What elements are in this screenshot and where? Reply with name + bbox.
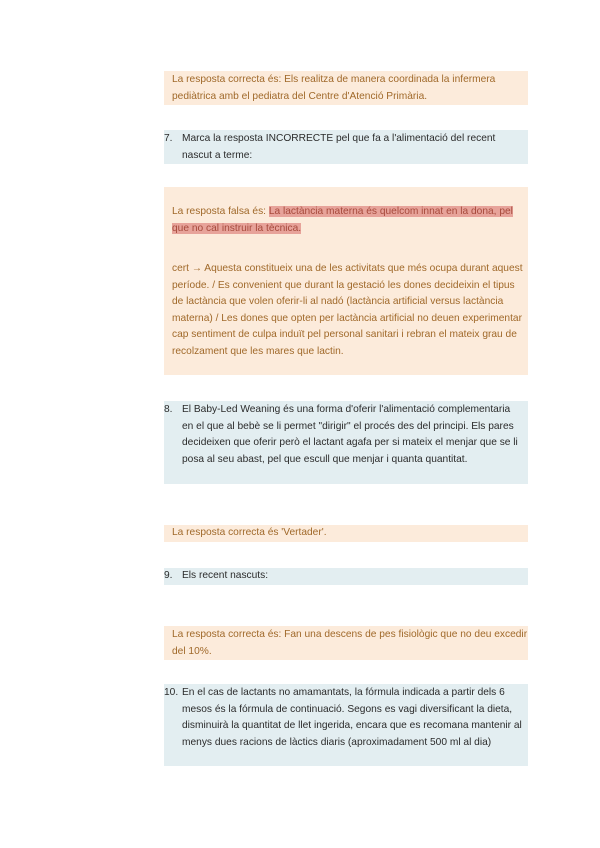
question-number: 10. (164, 687, 179, 698)
answer-text: La resposta correcta és: Els realitza de manera coordinada la infermera pediàtrica amb el pediatra del Centre d'Atenció Primària. (172, 74, 496, 102)
question-8 (164, 401, 528, 484)
answer-block-8 (164, 525, 528, 542)
question-text: Els recent nascuts: (182, 570, 269, 581)
highlighted-false-answer: La lactància materna és quelcom innat en la dona, pel que no cal instruir la tècnica. (172, 206, 513, 234)
question-text: El Baby-Led Weaning és una forma d'oferir l'alimentació complementaria en el que al bebè se li permet "dirigir" el procés des del principi. Els pares decideixen que oferir però el lactant agafa per si mateix el menjar que se li posa al seu abast, pel que escull que menjar i quanta quantitat. (182, 404, 518, 465)
question-7 (164, 130, 528, 164)
answer-explanation: cert → Aquesta constitueix una de les activitats que més ocupa durant aquest període. / Es convenient que durant la gestació les dones decideixin el tipus de lactància que volen oferir-li al nadó (lactància artificial versus lactància materna) / Les dones que opten per lactància artificial no deuen experimentar cap sentiment de culpa induït pel personal sanitari i rebran el mateix grau de recolzament que les mares que lactin. (172, 263, 523, 357)
answer-text: La resposta correcta és 'Vertader'. (172, 527, 327, 538)
answer-block-7 (164, 187, 528, 375)
question-9 (164, 568, 528, 585)
answer-block-9 (164, 626, 528, 660)
question-number: 7. (164, 133, 173, 144)
question-number: 8. (164, 404, 173, 415)
question-10 (164, 684, 528, 766)
answer-prefix: La resposta falsa és: (172, 206, 269, 217)
question-text: En el cas de lactants no amamantats, la fórmula indicada a partir dels 6 mesos és la fórmula de continuació. Segons es vagi diversificant la dieta, disminuirà la quantitat de llet ingerida, encara que es recomana mantenir al menys dues racions de làctics diaris (aproximadament 500 ml al dia) (182, 687, 522, 748)
question-text: Marca la resposta INCORRECTE pel que fa a l'alimentació del recent nascut a terme: (182, 133, 496, 161)
answer-label (172, 204, 528, 237)
answer-block-1 (164, 71, 528, 105)
answer-text: La resposta correcta és: Fan una descens de pes fisiològic que no deu excedir del 10%. (172, 629, 528, 657)
question-number: 9. (164, 570, 173, 581)
